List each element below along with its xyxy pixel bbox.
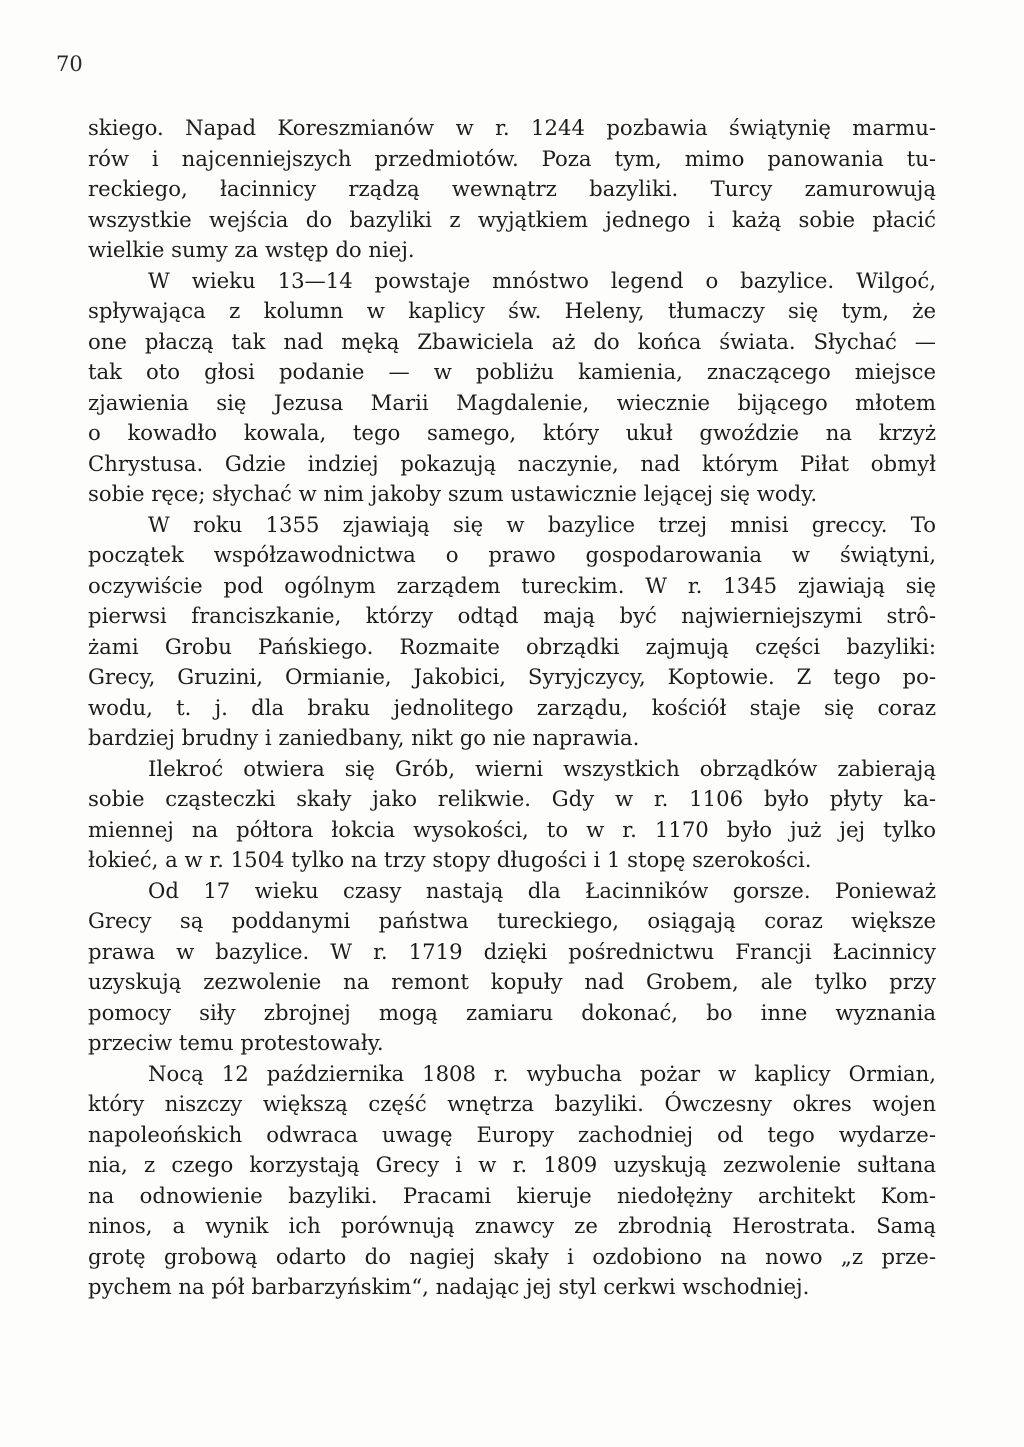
text-line: wielkie sumy za wstęp do niej. xyxy=(88,237,415,262)
text-line: sobie ręce; słychać w nim jakoby szum ustawicznie lejącej się wody. xyxy=(88,481,818,506)
text-line: pychem na pół barbarzyńskim“, nadając jej styl cerkwi wschodniej. xyxy=(88,1274,810,1299)
text-line: wszystkie wejścia do bazyliki z wyjątkiem jednego i każą sobie płacić xyxy=(88,206,936,232)
paragraph-4 xyxy=(88,754,936,876)
text-line: W roku 1355 zjawiają się w bazylice trzej mnisi greccy. To xyxy=(148,511,936,537)
text-line: napoleońskich odwraca uwagę Europy zachodniej od tego wydarze- xyxy=(88,1121,936,1147)
paragraph-5 xyxy=(88,876,936,1059)
text-line: wodu, t. j. dla braku jednolitego zarządu, kościół staje się coraz xyxy=(88,694,936,720)
text-line: oczywiście pod ogólnym zarządem tureckim. W r. 1345 zjawiają się xyxy=(88,572,936,598)
text-line: Grecy, Gruzini, Ormianie, Jakobici, Syryjczycy, Koptowie. Z tego po- xyxy=(88,664,936,689)
text-line: Ilekroć otwiera się Grób, wierni wszystkich obrządków zabierają xyxy=(148,755,936,781)
paragraph-6 xyxy=(88,1059,936,1303)
paragraph-3 xyxy=(88,510,936,754)
text-line: grotę grobową odarto do nagiej skały i ozdobiono na nowo „z prze- xyxy=(88,1243,936,1269)
page-number: 70 xyxy=(56,52,83,76)
text-line: bardziej brudny i zaniedbany, nikt go nie naprawia. xyxy=(88,725,640,750)
text-line: Grecy są poddanymi państwa tureckiego, osiągają coraz większe xyxy=(88,908,936,933)
text-line: ninos, a wynik ich porównują znawcy ze zbrodnią Herostrata. Samą xyxy=(88,1213,936,1238)
text-line: Chrystusa. Gdzie indziej pokazują naczynie, nad którym Piłat obmył xyxy=(88,450,936,476)
paragraph-2 xyxy=(88,266,936,510)
text-line: początek współzawodnictwa o prawo gospodarowania w świątyni, xyxy=(88,542,936,567)
text-line: Nocą 12 października 1808 r. wybucha pożar w kaplicy Ormian, xyxy=(148,1060,936,1086)
text-line: nia, z czego korzystają Grecy i w r. 1809 uzyskują zezwolenie sułtana xyxy=(88,1152,936,1177)
text-line: na odnowienie bazyliki. Pracami kieruje niedołężny architekt Kom- xyxy=(88,1182,936,1208)
text-line: który niszczy większą część wnętrza bazyliki. Ówczesny okres wojen xyxy=(88,1091,936,1116)
text-line: o kowadło kowala, tego samego, który ukuł gwoździe na krzyż xyxy=(88,420,936,445)
text-line: skiego. Napad Koreszmianów w r. 1244 pozbawia świątynię marmu- xyxy=(88,115,936,140)
text-line: przeciw temu protestowały. xyxy=(88,1030,384,1055)
paragraph-1 xyxy=(88,113,936,266)
text-line: sobie cząsteczki skały jako relikwie. Gdy w r. 1106 było płyty ka- xyxy=(88,786,936,811)
text-line: prawa w bazylice. W r. 1719 dzięki pośrednictwu Francji Łacinnicy xyxy=(88,938,936,964)
text-line: zjawienia się Jezusa Marii Magdalenie, wiecznie bijącego młotem xyxy=(88,389,936,415)
text-line: one płaczą tak nad męką Zbawiciela aż do końca świata. Słychać — xyxy=(88,328,936,354)
text-line: tak oto głosi podanie — w pobliżu kamienia, znaczącego miejsce xyxy=(88,359,936,384)
text-line: Od 17 wieku czasy nastają dla Łacinników gorsze. Ponieważ xyxy=(148,877,936,903)
body-text xyxy=(88,113,936,1303)
text-line: uzyskują zezwolenie na remont kopuły nad Grobem, ale tylko przy xyxy=(88,969,936,994)
text-line: pomocy siły zbrojnej mogą zamiaru dokonać, bo inne wyznania xyxy=(88,999,936,1025)
text-line: pierwsi franciszkanie, którzy odtąd mają być najwierniejszymi strô- xyxy=(88,603,936,628)
text-line: żami Grobu Pańskiego. Rozmaite obrządki zajmują części bazyliki: xyxy=(88,633,936,659)
text-line: łokieć, a w r. 1504 tylko na trzy stopy długości i 1 stopę szerokości. xyxy=(88,847,812,872)
text-line: reckiego, łacinnicy rządzą wewnątrz bazyliki. Turcy zamurowują xyxy=(88,176,936,201)
text-line: W wieku 13—14 powstaje mnóstwo legend o bazylice. Wilgoć, xyxy=(148,267,936,293)
text-line: miennej na półtora łokcia wysokości, to w r. 1170 było już jej tylko xyxy=(88,816,936,842)
text-line: rów i najcenniejszych przedmiotów. Poza tym, mimo panowania tu- xyxy=(88,145,936,171)
text-line: spływająca z kolumn w kaplicy św. Heleny, tłumaczy się tym, że xyxy=(88,298,936,323)
